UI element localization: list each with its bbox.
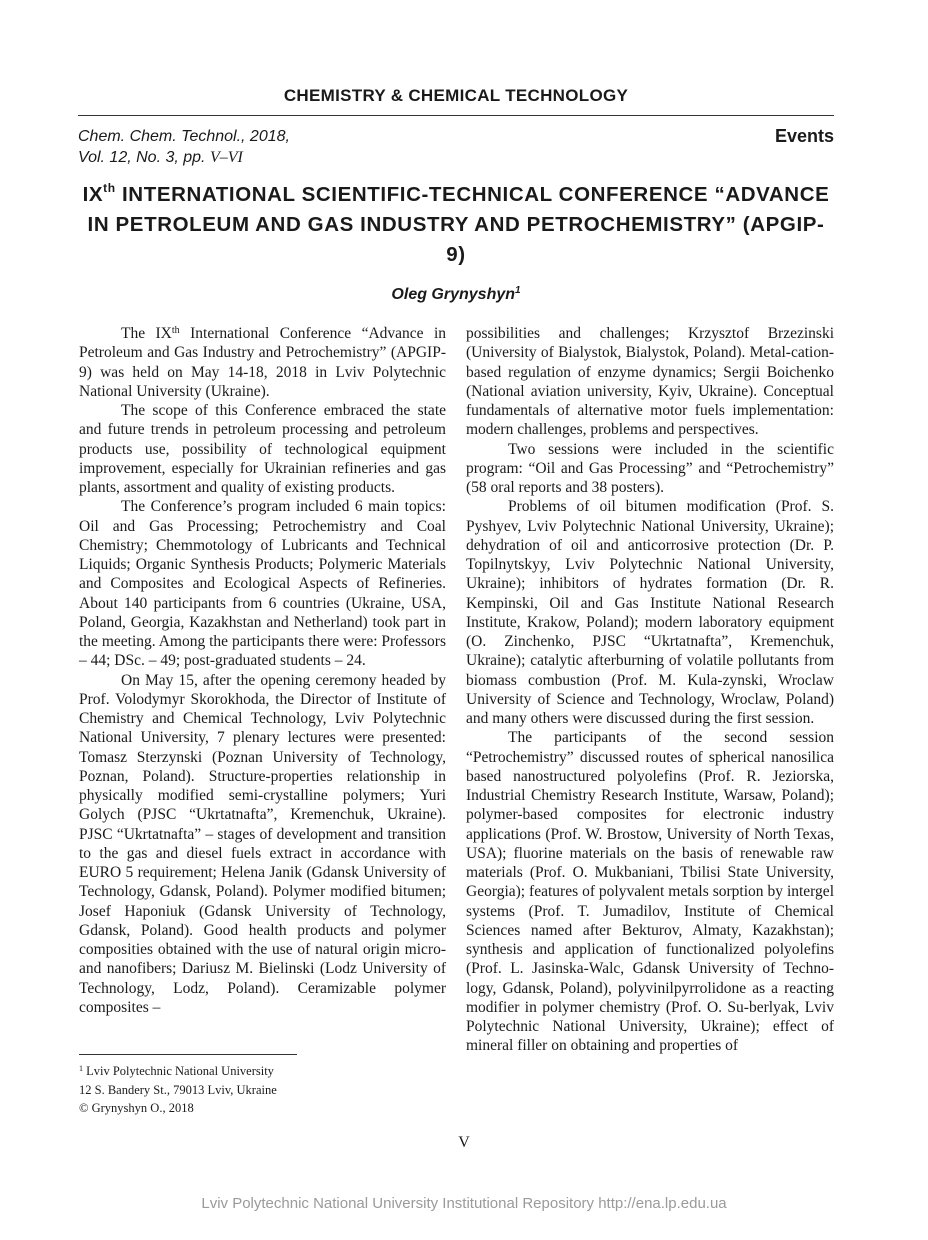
left-column bbox=[79, 324, 446, 1017]
paragraph bbox=[79, 324, 446, 401]
journal-header: CHEMISTRY & CHEMICAL TECHNOLOGY bbox=[283, 86, 629, 105]
footnote-line bbox=[79, 1062, 277, 1081]
paragraph: possibilities and challenges; Krzysztof Brzezinski (University of Bialystok, Bialystok, Poland). Metal-cation-based regulation of enzyme dynamics; Sergii Boichenko (National aviation university, Kyiv, Ukraine). Conceptual fundamentals of alternative motor fuels implementation: modern challenges, problems and perspectives. bbox=[466, 325, 834, 439]
superscript: th bbox=[171, 325, 180, 336]
title-sup: th bbox=[103, 181, 116, 195]
paragraph-text: International Conference “Advance in Petroleum and Gas Industry and Petrochemistry” (APGIP-9) was held on May 14-18, 2018 in Lviv Polytechnic National University (Ukraine). bbox=[79, 325, 447, 400]
citation-pages: V–VI bbox=[209, 149, 243, 166]
citation bbox=[78, 126, 290, 168]
article-title bbox=[78, 180, 834, 270]
title-roman: IX bbox=[82, 183, 104, 206]
footnote-line: © Grynyshyn O., 2018 bbox=[79, 1101, 194, 1115]
paragraph: The participants of the second session “Petrochemistry” discussed routes of spherical nanosilica based nanostructured polyolefins (Prof. R. Jeziorska, Industrial Chemistry Research Institute, Warsaw, Poland); polymer-based composites for electronic industry applications (Prof. W. Brostow, University of North Texas, USA); fluorine materials on the basis of renewable raw materials (Prof. O. Mukbaniani, Tbilisi State University, Georgia); features of polyvalent metals sorption by intergel systems (Prof. T. Jumadilov, Institute of Chemical Sciences named after Bekturov, Almaty, Kazakhstan); synthesis and application of functionalized polyolefins (Prof. L. Jasinska-Walc, Gdansk University of Techno-logy, Gdansk, Poland), polyvinilpyrrolidone as a reacting modifier in polymer chemistry (Prof. O. Su-berlyak, Lviv Polytechnic National University, Ukraine); effect of mineral filler on obtaining and properties of bbox=[466, 729, 834, 1055]
page-number: V bbox=[458, 1134, 470, 1151]
citation-line-2 bbox=[78, 147, 290, 168]
paragraph: Two sessions were included in the scientific program: “Oil and Gas Processing” and “Petrochemistry” (58 oral reports and 38 posters). bbox=[466, 440, 834, 496]
header-rule bbox=[78, 115, 834, 116]
paragraph: The Conference’s program included 6 main topics: Oil and Gas Processing; Petrochemistry and Coal Chemistry; Chemmotology of Lubricants and Technical Liquids; Organic Synthesis Products; Polymeric Materials and Composites and Ecological Aspects of Refineries. About 140 participants from 6 countries (Ukraine, USA, Poland, Georgia, Kazakhstan and Netherland) took part in the meeting. Among the participants there were: Professors – 44; DSc. – 49; post-graduated students – 24. bbox=[79, 498, 446, 670]
footnote-text: Lviv Polytechnic National University bbox=[83, 1064, 274, 1078]
footnote-rule bbox=[79, 1054, 297, 1055]
paragraph: On May 15, after the opening ceremony headed by Prof. Volodymyr Skorokhoda, the Director of Institute of Chemistry and Chemical Technology, Lviv Polytechnic National University, 7 plenary lectures were presented: Tomasz Sterzynski (Poznan University of Technology, Poznan, Poland). Structure-properties relationship in physically modified semi-crystalline polymers; Yuri Golych (PJSC “Ukrtatnafta”, Kremenchuk, Ukraine). PJSC “Ukrtatnafta” – stages of development and transition to the gas and diesel fuels extract in accordance with EURO 5 requirement; Helena Janik (Gdansk University of Technology, Gdansk, Poland). Polymer modified bitumen; Josef Haponiuk (Gdansk University of Technology, Gdansk, Poland). Good health products and polymer composities obtained with the use of natural origin micro- and nanofibers; Dariusz M. Bielinski (Lodz University of Technology, Lodz, Poland). Ceramizable polymer composites – bbox=[79, 671, 446, 1016]
right-column bbox=[466, 324, 834, 1056]
citation-line-1: Chem. Chem. Technol., 2018, bbox=[78, 128, 290, 145]
author bbox=[78, 286, 834, 304]
footnote-line: 12 S. Bandery St., 79013 Lviv, Ukraine bbox=[79, 1082, 277, 1097]
section-label: Events bbox=[774, 126, 834, 146]
footnote bbox=[79, 1062, 277, 1118]
repository-footer: Lviv Polytechnic National University Institutional Repository http://ena.lp.edu.ua bbox=[201, 1195, 727, 1212]
citation-volume: Vol. 12, No. 3, pp. bbox=[78, 149, 210, 166]
title-text: INTERNATIONAL SCIENTIFIC-TECHNICAL CONFERENCE “ADVANCE IN PETROLEUM AND GAS INDUSTRY AND PETROCHEMISTRY” (APGIP-9) bbox=[87, 183, 830, 266]
paragraph: Problems of oil bitumen modification (Prof. S. Pyshyev, Lviv Polytechnic National University, Ukraine); dehydration of oil and anticorrosive protection (Dr. P. Topilnytskyy, Lviv Polytechnic National University, Ukraine); inhibitors of hydrates formation (Dr. R. Kempinski, Oil and Gas Institute National Research Institute, Krakow, Poland); modern laboratory equipment (O. Zinchenko, PJSC “Ukrtatnafta”, Kremenchuk, Ukraine); catalytic afterburning of volatile pollutants from biomass combustion (Prof. M. Kula-zynski, Wroclaw University of Science and Technology, Wroclaw, Poland) and many others were discussed during the first session. bbox=[466, 498, 834, 727]
paragraph-text: The IX bbox=[121, 325, 172, 342]
author-affil-mark: 1 bbox=[515, 285, 521, 296]
author-name: Oleg Grynyshyn bbox=[391, 286, 516, 303]
paragraph: The scope of this Conference embraced the state and future trends in petroleum processing and petroleum products use, possibility of technological equipment improvement, especially for Ukrainian refineries and gas plants, assortment and quality of existing products. bbox=[79, 402, 446, 496]
footnote-mark: 1 bbox=[79, 1064, 83, 1073]
